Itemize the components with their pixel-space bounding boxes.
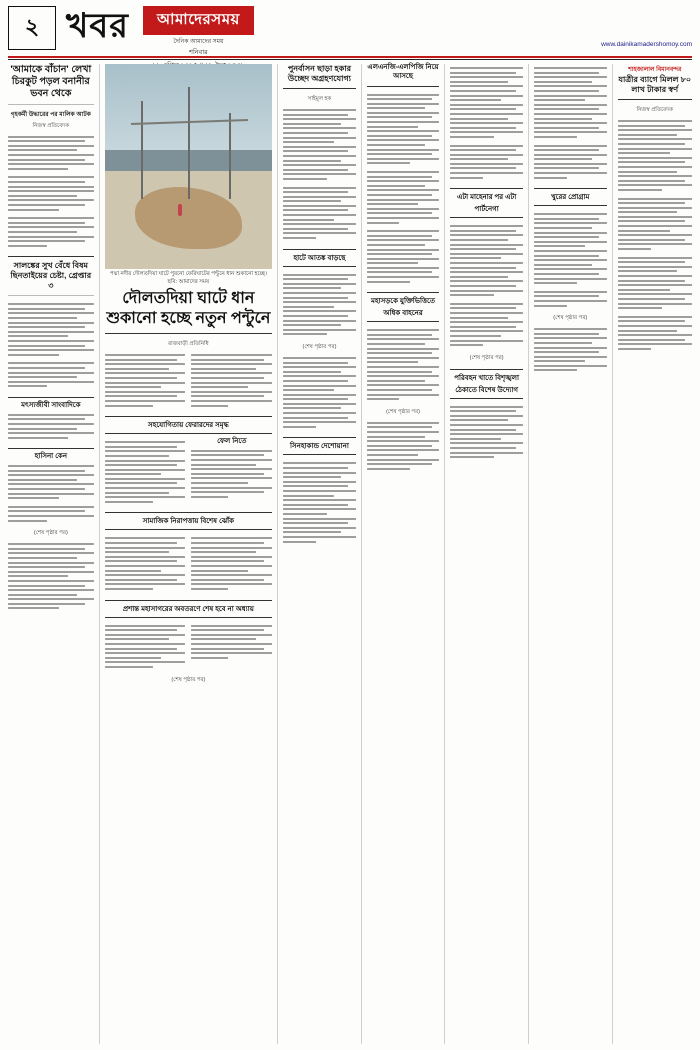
masthead-rule-thin (8, 59, 692, 60)
column-divider (528, 64, 529, 1044)
col2-headline[interactable]: দৌলতদিয়া ঘাটে ধান শুকানো হচ্ছে নতুন পন্টুনে (106, 290, 271, 327)
col2-body-b (191, 354, 272, 409)
divider (8, 448, 94, 449)
col6-tail-byline: (শেষ পৃষ্ঠার পর) (553, 315, 588, 322)
column-4 (367, 64, 440, 1044)
article-grid (8, 64, 692, 1044)
col2-sub1-headline[interactable]: সহযোগিতায় ফেরারদের সমৃদ্ধ (105, 416, 273, 434)
col4-tail-byline: (শেষ পৃষ্ঠার পর) (386, 408, 421, 415)
col1-body-3 (8, 414, 94, 442)
divider (8, 397, 94, 398)
column-1 (8, 64, 94, 1044)
divider (367, 86, 440, 87)
divider (283, 88, 356, 89)
col3-tail-byline: (শেষ পৃষ্ঠার পর) (302, 343, 337, 350)
col1-body-5 (8, 543, 94, 612)
col2-body-h (191, 625, 272, 671)
photo-caption: পদ্মা নদীর দৌলতদিয়া ঘাটে পুরনো ফেরিঘাটের পন্টুনে ধান শুকানো হচ্ছে। ছবি: আমাদের সময় (109, 271, 267, 285)
col2-body-d (191, 450, 272, 498)
col7-headline[interactable]: যাত্রীর ব্যাগে মিলল ৮০ লাখ টাকার স্বর্ণ (618, 75, 692, 94)
col2-tail-byline: (শেষ পৃষ্ঠার পর) (171, 676, 206, 683)
col7-body-1 (618, 120, 692, 353)
logo-subtext: দৈনিক আমাদের সময় (173, 39, 224, 45)
col2-sub2-headline[interactable]: ফেল নিতে (217, 438, 247, 446)
col1-story2-headline[interactable]: সালঙ্কের সুখ বেঁধে বিষম ছিনতাইয়ের চেষ্টা, গ্রেপ্তার ৩ (10, 261, 92, 291)
masthead (8, 6, 692, 54)
col3-body-4 (283, 462, 356, 545)
col5-body-2 (450, 225, 523, 348)
column-divider (612, 64, 613, 1044)
col1-story3-headline[interactable]: মৎস্যজীবী সাংবাদিকে (21, 401, 81, 409)
masthead-weekday: শনিবার (189, 49, 208, 56)
website-url[interactable]: www.dainikamadershomoy.com (601, 41, 692, 48)
col2-body-g (105, 625, 186, 671)
col2-byline: রাজবাড়ী প্রতিনিধি (168, 341, 209, 347)
col4-headline[interactable]: এলএনজি-এলপিজি নিয়ে আসছে (367, 64, 439, 80)
column-6 (534, 64, 607, 1044)
col5-body-1 (450, 67, 523, 181)
section-title: খবর (66, 8, 129, 45)
col5-tail-byline: (শেষ পৃষ্ঠার পর) (469, 354, 504, 361)
col7-byline: নিজস্ব প্রতিবেদক (636, 107, 673, 113)
column-divider (99, 64, 100, 1044)
col6-body-3 (534, 328, 607, 374)
col4-body-3 (367, 422, 440, 473)
col1-tail-byline: (শেষ পৃষ্ঠার পর) (33, 530, 68, 537)
col3-body-1 (283, 109, 356, 242)
divider (105, 333, 273, 334)
column-5 (450, 64, 523, 1044)
masthead-rule (8, 56, 692, 58)
photo-mast (229, 113, 231, 199)
column-divider (444, 64, 445, 1044)
col2-body-a (105, 354, 186, 409)
page-number: ২ (8, 6, 56, 50)
col1-headline[interactable]: 'আমাকে বাঁচান' লেখা চিরকুট পড়ল বনানীর ভবন থেকে (10, 64, 92, 99)
col4-body-1 (367, 94, 440, 286)
col1-body-2 (8, 303, 94, 390)
col2-body-f (191, 537, 272, 592)
col6-body-1 (534, 67, 607, 181)
col6-body-2 (534, 213, 607, 309)
photo-mast (141, 101, 143, 199)
col1-byline: নিজস্ব প্রতিবেদক (32, 122, 70, 129)
col2-subcol (191, 438, 272, 508)
column-divider (277, 64, 278, 1044)
column-3 (283, 64, 356, 1044)
column-divider (361, 64, 362, 1044)
col5-sub1-headline[interactable]: এটা মাহেনার পর এটা পার্টনেগা (450, 188, 523, 218)
col5-body-3 (450, 406, 523, 461)
photo-mast (188, 87, 190, 200)
lead-photo (105, 64, 273, 269)
col6-sub1-headline[interactable]: খুরের প্রোগ্রাম (534, 188, 607, 206)
column-7 (618, 64, 692, 1044)
col2-body-e (105, 537, 186, 592)
divider (8, 104, 94, 105)
col1-subhead: গৃহকর্মী উদ্ধারের পর মালিক আটক (10, 111, 91, 118)
col2-body-c (105, 441, 186, 505)
col3-sub1-headline[interactable]: হাটে আতঙ্ক বাড়ছে (283, 249, 356, 267)
col1-body-1 (8, 136, 94, 250)
divider (8, 256, 94, 257)
col2-sub3-headline[interactable]: সামাজিক নিরাপত্তায় বিশেষ ঝোঁক (105, 512, 273, 530)
col3-body-3 (283, 357, 356, 431)
col3-body-2 (283, 274, 356, 338)
col2-sub4-headline[interactable]: প্রশান্ত মহাসাগরের অবতরণে শেষ হবে না অধ্যায় (105, 600, 273, 618)
col7-kicker: শাহজালাল বিমানবন্দর (628, 67, 682, 73)
column-2 (105, 64, 273, 1044)
divider (618, 99, 692, 100)
col3-sub2-headline[interactable]: সিনহাকান্ড দেশোয়ানা (283, 437, 356, 455)
publication-logo (143, 6, 254, 73)
logo-text: আমাদেরসময় (143, 6, 254, 35)
col1-body-4 (8, 465, 94, 524)
divider (8, 295, 94, 296)
col5-sub2-headline[interactable]: পরিবহন খাতে বিশৃঙ্খলা ঠেকাতে বিশেষ উদ্যোগ (450, 369, 523, 399)
photo-person (178, 204, 182, 216)
col4-body-2 (367, 329, 440, 403)
masthead-right (260, 6, 692, 48)
col3-headline[interactable]: পুনর্বাসন ছাড়া হকার উচ্ছেদ অগ্রহণযোগ্য (287, 64, 352, 83)
col4-sub1-headline[interactable]: মহাসড়কে যুক্তিভিত্তিতে অধিক বাহনের (367, 292, 440, 322)
col1-story4-headline[interactable]: হাসিনা কেন (34, 453, 68, 461)
col3-byline: সাইমুল হক (307, 96, 332, 102)
